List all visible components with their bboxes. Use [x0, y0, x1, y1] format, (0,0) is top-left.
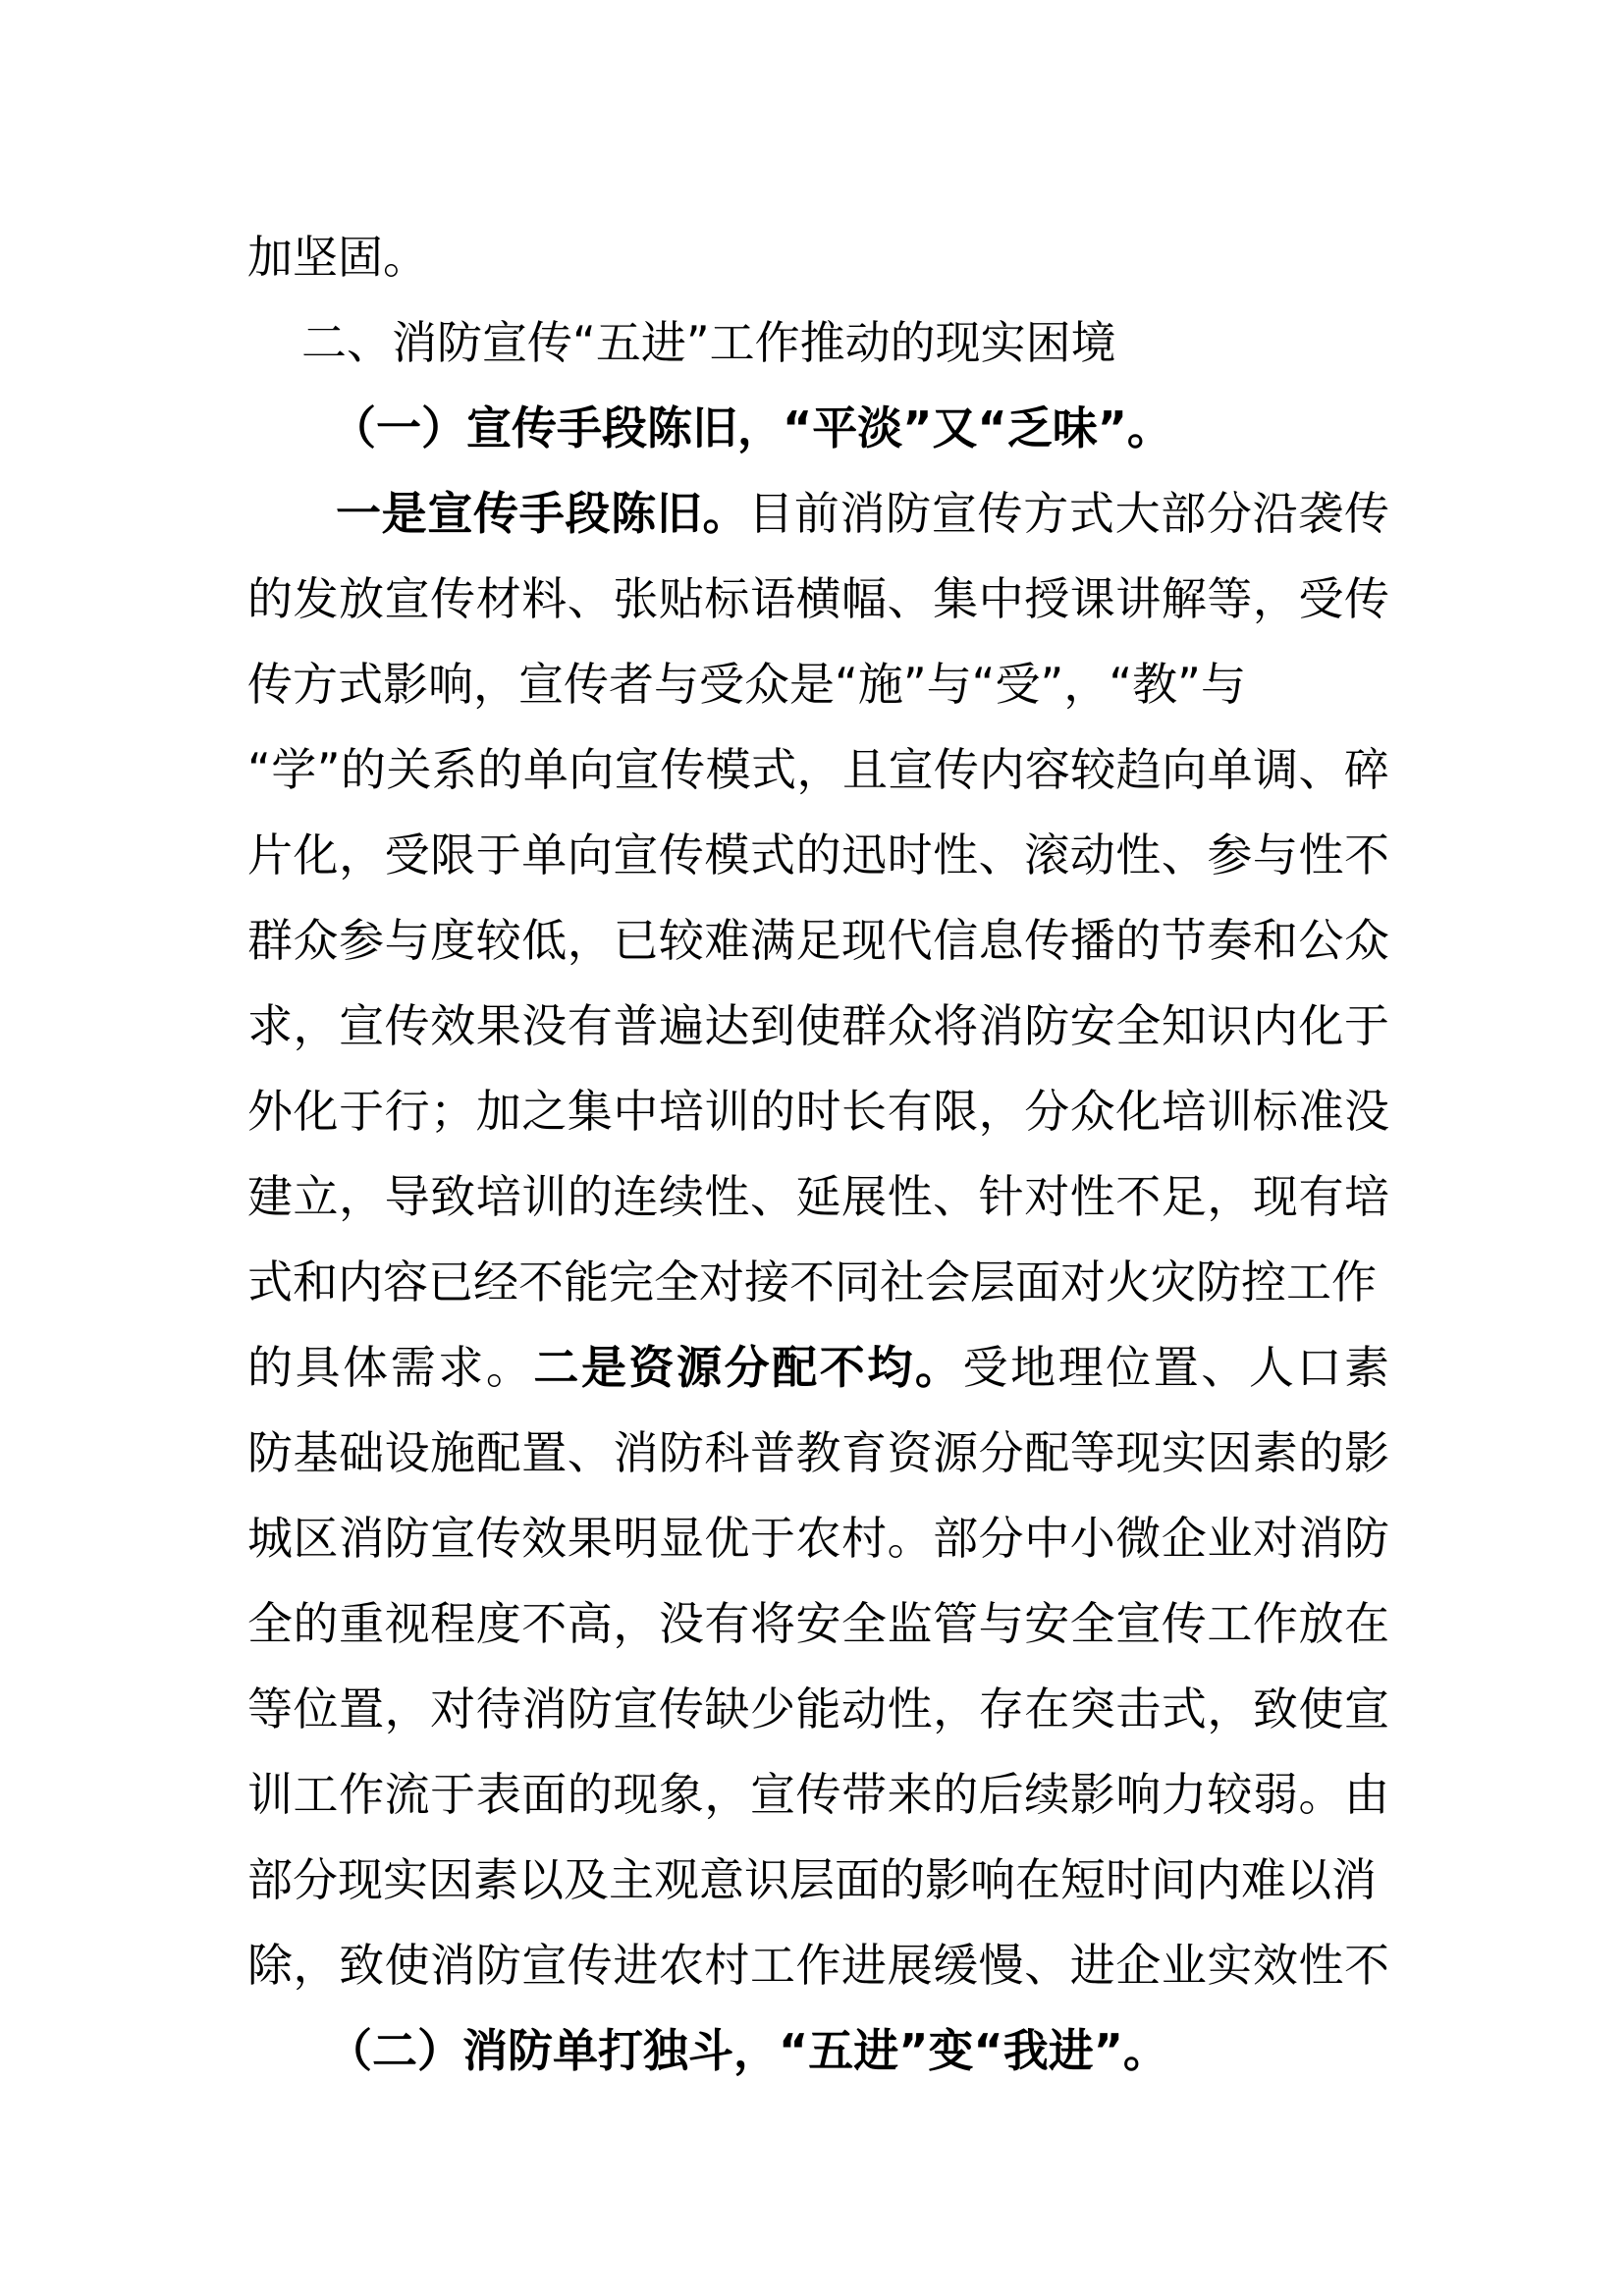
text-line	[247, 1936, 1389, 1995]
text-line	[336, 484, 1389, 543]
text-segment: 式和内容已经不能完全对接不同社会层面对火灾防控工作	[247, 1255, 1377, 1308]
text-line	[247, 1167, 1389, 1226]
text-segment: 防基础设施配置、消防科普教育资源分配等现实因素的影	[247, 1426, 1389, 1479]
text-segment: 除，致使消防宣传进农村工作进展缓慢、进企业实效性不	[247, 1939, 1389, 1992]
text-line	[247, 826, 1389, 884]
text-segment: 的具体需求。	[247, 1341, 534, 1394]
subsection-heading	[331, 399, 1389, 457]
text-line	[247, 996, 1389, 1055]
text-segment: 加坚固。	[247, 231, 428, 284]
text-segment: 外化于行；加之集中培训的时长有限，分众化培训标准没	[247, 1085, 1389, 1138]
text-segment: 的发放宣传材料、张贴标语横幅、集中授课讲解等，受传	[247, 572, 1389, 625]
bold-text: 二是资源分配不均。	[533, 1341, 963, 1394]
text-line	[247, 1765, 1389, 1824]
bold-text: （二）消防单打独斗，“五进”变“我进”。	[327, 2024, 1168, 2077]
text-segment: 二、消防宣传“五进”工作推动的现实困境	[301, 316, 1116, 369]
text-segment: 城区消防宣传效果明显优于农村。部分中小微企业对消防	[247, 1512, 1389, 1565]
text-segment: 目前消防宣传方式大部分沿袭传	[748, 487, 1389, 540]
text-segment: 片化，受限于单向宣传模式的迅时性、滚动性、参与性不	[247, 828, 1389, 881]
text-segment: 等位置，对待消防宣传缺少能动性，存在突击式，致使宣	[247, 1682, 1389, 1735]
text-segment: 建立，导致培训的连续性、延展性、针对性不足，现有培	[247, 1170, 1389, 1223]
section-heading	[301, 313, 1389, 372]
text-segment: 求，宣传效果没有普遍达到使群众将消防安全知识内化于	[247, 999, 1389, 1052]
text-segment: 群众参与度较低，已较难满足现代信息传播的节奏和公众	[247, 914, 1389, 967]
text-line	[247, 1423, 1389, 1482]
text-line	[247, 740, 1389, 799]
text-line	[247, 228, 1389, 287]
text-segment: 部分现实因素以及主观意识层面的影响在短时间内难以消	[247, 1853, 1377, 1906]
text-line	[247, 1253, 1389, 1311]
bold-text: 一是宣传手段陈旧。	[336, 487, 749, 540]
text-line	[247, 1338, 1389, 1397]
text-line	[247, 911, 1389, 970]
text-line	[247, 1594, 1389, 1653]
text-segment: 传方式影响，宣传者与受众是“施”与“受”，“教”与	[247, 658, 1246, 711]
bold-text: （一）宣传手段陈旧，“平淡”又“乏味”。	[331, 401, 1172, 454]
text-line	[247, 655, 1389, 714]
text-line	[247, 1082, 1389, 1141]
text-segment: 全的重视程度不高，没有将安全监管与安全宣传工作放在	[247, 1597, 1389, 1650]
text-line	[247, 569, 1389, 628]
text-segment: 受地理位置、人口素	[962, 1341, 1389, 1394]
text-segment: “学”的关系的单向宣传模式，且宣传内容较趋向单调、碎	[247, 743, 1389, 796]
text-segment: 训工作流于表面的现象，宣传带来的后续影响力较弱。由	[247, 1768, 1389, 1821]
text-line	[247, 1680, 1389, 1738]
subsection-heading	[327, 2021, 1389, 2080]
text-line	[247, 1850, 1389, 1909]
text-line	[247, 1509, 1389, 1568]
